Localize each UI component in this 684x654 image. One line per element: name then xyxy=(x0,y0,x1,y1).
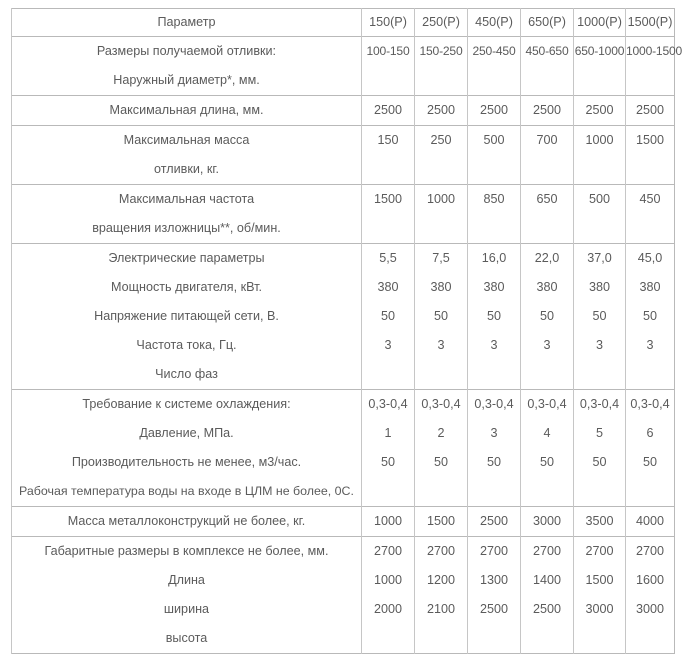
cell-value: 1600 xyxy=(635,573,665,587)
cell-value: 2700 xyxy=(635,544,665,558)
cell-value: 3500 xyxy=(585,514,614,528)
value-cell xyxy=(362,185,415,244)
cell-value: 50 xyxy=(380,455,395,469)
value-cell xyxy=(521,244,574,390)
value-cell xyxy=(521,96,574,126)
cell-value: 380 xyxy=(536,280,558,294)
cell-value: 150-250 xyxy=(419,44,463,58)
cell-value xyxy=(362,624,414,653)
cell-value: 850 xyxy=(483,192,505,206)
cell-value: 2000 xyxy=(373,602,403,616)
value-cell xyxy=(468,507,521,537)
cell-value xyxy=(415,624,467,653)
value-cell xyxy=(521,390,574,507)
cell-value: 3000 xyxy=(635,602,665,616)
value-cell xyxy=(415,185,468,244)
cell-value: 250 xyxy=(430,133,452,147)
header-param-cell xyxy=(12,9,362,37)
table-header-row xyxy=(12,9,675,37)
cell-value xyxy=(626,477,674,506)
cell-value: 37,0 xyxy=(587,251,612,265)
param-label: Мощность двигателя, кВт. xyxy=(111,280,262,294)
cell-value: 380 xyxy=(483,280,505,294)
cell-value: 50 xyxy=(380,309,395,323)
value-cell xyxy=(468,390,521,507)
param-label: Число фаз xyxy=(155,367,218,381)
cell-value: 1500 xyxy=(373,192,403,206)
value-cell xyxy=(574,507,626,537)
value-cell xyxy=(362,390,415,507)
param-label: Частота тока, Гц. xyxy=(136,338,237,352)
cell-value xyxy=(415,155,467,184)
param-cell xyxy=(12,37,362,96)
cell-value: 450-650 xyxy=(525,44,569,58)
header-model-label: 1000(P) xyxy=(577,15,622,29)
specification-table-container xyxy=(11,8,683,645)
cell-value: 450 xyxy=(639,192,661,206)
cell-value: 2500 xyxy=(532,602,562,616)
cell-value: 250-450 xyxy=(472,44,516,58)
cell-value xyxy=(362,214,414,243)
cell-value: 2500 xyxy=(479,602,509,616)
value-cell xyxy=(468,244,521,390)
value-cell xyxy=(415,507,468,537)
cell-value xyxy=(626,624,674,653)
value-cell xyxy=(521,126,574,185)
cell-value: 50 xyxy=(592,455,607,469)
cell-value: 1 xyxy=(384,426,392,440)
cell-value xyxy=(521,360,573,389)
cell-value: 650 xyxy=(536,192,558,206)
value-cell xyxy=(362,37,415,96)
param-cell xyxy=(12,507,362,537)
cell-value: 1000 xyxy=(426,192,456,206)
value-cell xyxy=(415,244,468,390)
value-cell xyxy=(626,507,675,537)
param-label: высота xyxy=(165,631,208,645)
cell-value: 3 xyxy=(490,426,498,440)
cell-value xyxy=(415,477,467,506)
cell-value xyxy=(574,624,625,653)
param-label: Производительность не менее, м3/час. xyxy=(71,455,302,469)
cell-value: 3 xyxy=(543,338,551,352)
value-cell xyxy=(521,37,574,96)
cell-value: 3 xyxy=(646,338,654,352)
cell-value: 500 xyxy=(483,133,505,147)
cell-value xyxy=(415,66,467,95)
cell-value xyxy=(415,214,467,243)
cell-value: 1000-1500 xyxy=(626,44,683,58)
param-label: Электрические параметры xyxy=(108,251,265,265)
header-model-label: 450(P) xyxy=(475,15,513,29)
cell-value xyxy=(521,624,573,653)
value-cell xyxy=(574,185,626,244)
header-model-cell xyxy=(468,9,521,37)
param-label: Габаритные размеры в комплексе не более, мм. xyxy=(44,544,329,558)
table-row-group-overall-dimensions xyxy=(12,537,675,654)
value-cell xyxy=(362,507,415,537)
cell-value xyxy=(362,155,414,184)
cell-value xyxy=(574,214,625,243)
cell-value: 1000 xyxy=(373,573,403,587)
header-model-label: 150(P) xyxy=(369,15,407,29)
cell-value: 1500 xyxy=(585,573,614,587)
cell-value: 1000 xyxy=(373,514,403,528)
value-cell xyxy=(415,96,468,126)
header-param-label: Параметр xyxy=(157,15,216,29)
value-cell xyxy=(415,390,468,507)
param-label: Масса металлоконструкций не более, кг. xyxy=(67,514,306,528)
cell-value: 3 xyxy=(490,338,498,352)
cell-value: 7,5 xyxy=(432,251,450,265)
cell-value: 4 xyxy=(543,426,551,440)
cell-value: 1500 xyxy=(426,514,456,528)
value-cell xyxy=(415,126,468,185)
param-label: Требование к системе охлаждения: xyxy=(82,397,291,411)
cell-value: 2700 xyxy=(373,544,403,558)
cell-value: 50 xyxy=(486,455,501,469)
table-row-group-cooling-system xyxy=(12,390,675,507)
cell-value: 5,5 xyxy=(379,251,397,265)
cell-value: 0,3-0,4 xyxy=(630,397,670,411)
cell-value: 0,3-0,4 xyxy=(368,397,408,411)
value-cell xyxy=(626,96,675,126)
value-cell xyxy=(574,244,626,390)
cell-value xyxy=(626,66,674,95)
param-cell xyxy=(12,96,362,126)
cell-value: 0,3-0,4 xyxy=(474,397,514,411)
cell-value: 0,3-0,4 xyxy=(421,397,461,411)
value-cell xyxy=(521,537,574,654)
cell-value: 2100 xyxy=(426,602,456,616)
header-model-cell xyxy=(362,9,415,37)
cell-value: 2500 xyxy=(635,103,665,117)
cell-value: 50 xyxy=(642,309,657,323)
table-row-group-electrical-parameters xyxy=(12,244,675,390)
cell-value: 380 xyxy=(639,280,661,294)
value-cell xyxy=(626,537,675,654)
value-cell xyxy=(468,537,521,654)
cell-value xyxy=(362,477,414,506)
value-cell xyxy=(626,390,675,507)
table-row-group-max-length xyxy=(12,96,675,126)
cell-value: 50 xyxy=(642,455,657,469)
param-cell xyxy=(12,537,362,654)
cell-value: 2700 xyxy=(479,544,509,558)
value-cell xyxy=(415,37,468,96)
value-cell xyxy=(415,537,468,654)
param-label: Максимальная частота xyxy=(118,192,255,206)
param-cell xyxy=(12,244,362,390)
param-label: Рабочая температура воды на входе в ЦЛМ не более, 0С. xyxy=(19,484,354,498)
cell-value: 100-150 xyxy=(366,44,410,58)
cell-value xyxy=(574,155,625,184)
cell-value: 2 xyxy=(437,426,445,440)
param-label: ширина xyxy=(163,602,210,616)
cell-value xyxy=(468,155,520,184)
cell-value: 1000 xyxy=(585,133,614,147)
param-label: Напряжение питающей сети, В. xyxy=(94,309,279,323)
cell-value xyxy=(468,360,520,389)
param-label: Давление, МПа. xyxy=(139,426,234,440)
cell-value: 1200 xyxy=(426,573,456,587)
cell-value: 50 xyxy=(592,309,607,323)
value-cell xyxy=(521,507,574,537)
value-cell xyxy=(362,96,415,126)
cell-value xyxy=(468,624,520,653)
table-row-group-max-rotation-frequency xyxy=(12,185,675,244)
value-cell xyxy=(468,126,521,185)
cell-value xyxy=(521,214,573,243)
value-cell xyxy=(468,185,521,244)
value-cell xyxy=(468,96,521,126)
cell-value: 6 xyxy=(646,426,654,440)
cell-value: 4000 xyxy=(635,514,665,528)
value-cell xyxy=(574,37,626,96)
cell-value: 50 xyxy=(486,309,501,323)
header-model-label: 650(P) xyxy=(528,15,566,29)
cell-value: 0,3-0,4 xyxy=(579,397,620,411)
value-cell xyxy=(521,185,574,244)
cell-value: 2500 xyxy=(479,103,509,117)
cell-value: 2700 xyxy=(426,544,456,558)
header-model-cell xyxy=(626,9,675,37)
cell-value xyxy=(415,360,467,389)
value-cell xyxy=(574,96,626,126)
cell-value xyxy=(468,477,520,506)
cell-value: 2500 xyxy=(585,103,614,117)
cell-value xyxy=(362,360,414,389)
cell-value: 150 xyxy=(377,133,399,147)
cell-value: 3 xyxy=(595,338,603,352)
cell-value xyxy=(362,66,414,95)
cell-value: 380 xyxy=(588,280,610,294)
cell-value xyxy=(521,155,573,184)
cell-value: 50 xyxy=(433,455,448,469)
param-label: Длина xyxy=(168,573,205,587)
cell-value: 2700 xyxy=(585,544,614,558)
cell-value xyxy=(468,214,520,243)
cell-value xyxy=(468,66,520,95)
param-label: вращения изложницы**, об/мин. xyxy=(92,221,281,235)
cell-value: 3000 xyxy=(585,602,614,616)
cell-value xyxy=(574,66,625,95)
value-cell xyxy=(362,537,415,654)
cell-value: 50 xyxy=(539,309,554,323)
cell-value: 50 xyxy=(539,455,554,469)
cell-value xyxy=(626,360,674,389)
value-cell xyxy=(626,126,675,185)
header-model-label: 1500(P) xyxy=(627,15,673,29)
specification-table xyxy=(11,8,683,654)
cell-value: 1300 xyxy=(479,573,509,587)
param-label: Максимальная длина, мм. xyxy=(109,103,264,117)
param-label: Наружный диаметр*, мм. xyxy=(113,73,260,87)
cell-value: 700 xyxy=(536,133,558,147)
cell-value: 3 xyxy=(437,338,445,352)
cell-value: 2500 xyxy=(426,103,456,117)
cell-value: 45,0 xyxy=(637,251,663,265)
cell-value: 2500 xyxy=(373,103,403,117)
header-model-cell xyxy=(574,9,626,37)
cell-value: 2500 xyxy=(479,514,509,528)
value-cell xyxy=(574,390,626,507)
cell-value: 1400 xyxy=(532,573,562,587)
cell-value xyxy=(521,66,573,95)
header-model-cell xyxy=(415,9,468,37)
value-cell xyxy=(574,126,626,185)
cell-value: 5 xyxy=(595,426,603,440)
param-label: отливки, кг. xyxy=(154,162,219,176)
table-row-group-metal-structure-mass xyxy=(12,507,675,537)
cell-value: 3000 xyxy=(532,514,562,528)
param-label: Размеры получаемой отливки: xyxy=(96,44,277,58)
value-cell xyxy=(626,244,675,390)
param-cell xyxy=(12,126,362,185)
value-cell xyxy=(362,126,415,185)
value-cell xyxy=(362,244,415,390)
cell-value xyxy=(626,214,674,243)
cell-value: 16,0 xyxy=(481,251,507,265)
header-model-cell xyxy=(521,9,574,37)
cell-value: 380 xyxy=(430,280,452,294)
cell-value xyxy=(574,360,625,389)
cell-value: 2700 xyxy=(532,544,562,558)
cell-value: 22,0 xyxy=(534,251,560,265)
cell-value: 650-1000 xyxy=(574,44,625,58)
value-cell xyxy=(468,37,521,96)
cell-value xyxy=(626,155,674,184)
header-model-label: 250(P) xyxy=(422,15,460,29)
cell-value: 380 xyxy=(377,280,399,294)
param-cell xyxy=(12,390,362,507)
cell-value xyxy=(521,477,573,506)
cell-value: 0,3-0,4 xyxy=(527,397,567,411)
value-cell xyxy=(574,537,626,654)
table-row-group-max-mass xyxy=(12,126,675,185)
cell-value: 3 xyxy=(384,338,392,352)
cell-value: 2500 xyxy=(532,103,562,117)
cell-value xyxy=(574,477,625,506)
table-row-group-casting-dimensions xyxy=(12,37,675,96)
param-cell xyxy=(12,185,362,244)
value-cell xyxy=(626,37,683,96)
value-cell xyxy=(626,185,675,244)
cell-value: 500 xyxy=(588,192,610,206)
cell-value: 50 xyxy=(433,309,448,323)
cell-value: 1500 xyxy=(635,133,665,147)
param-label: Максимальная масса xyxy=(123,133,250,147)
